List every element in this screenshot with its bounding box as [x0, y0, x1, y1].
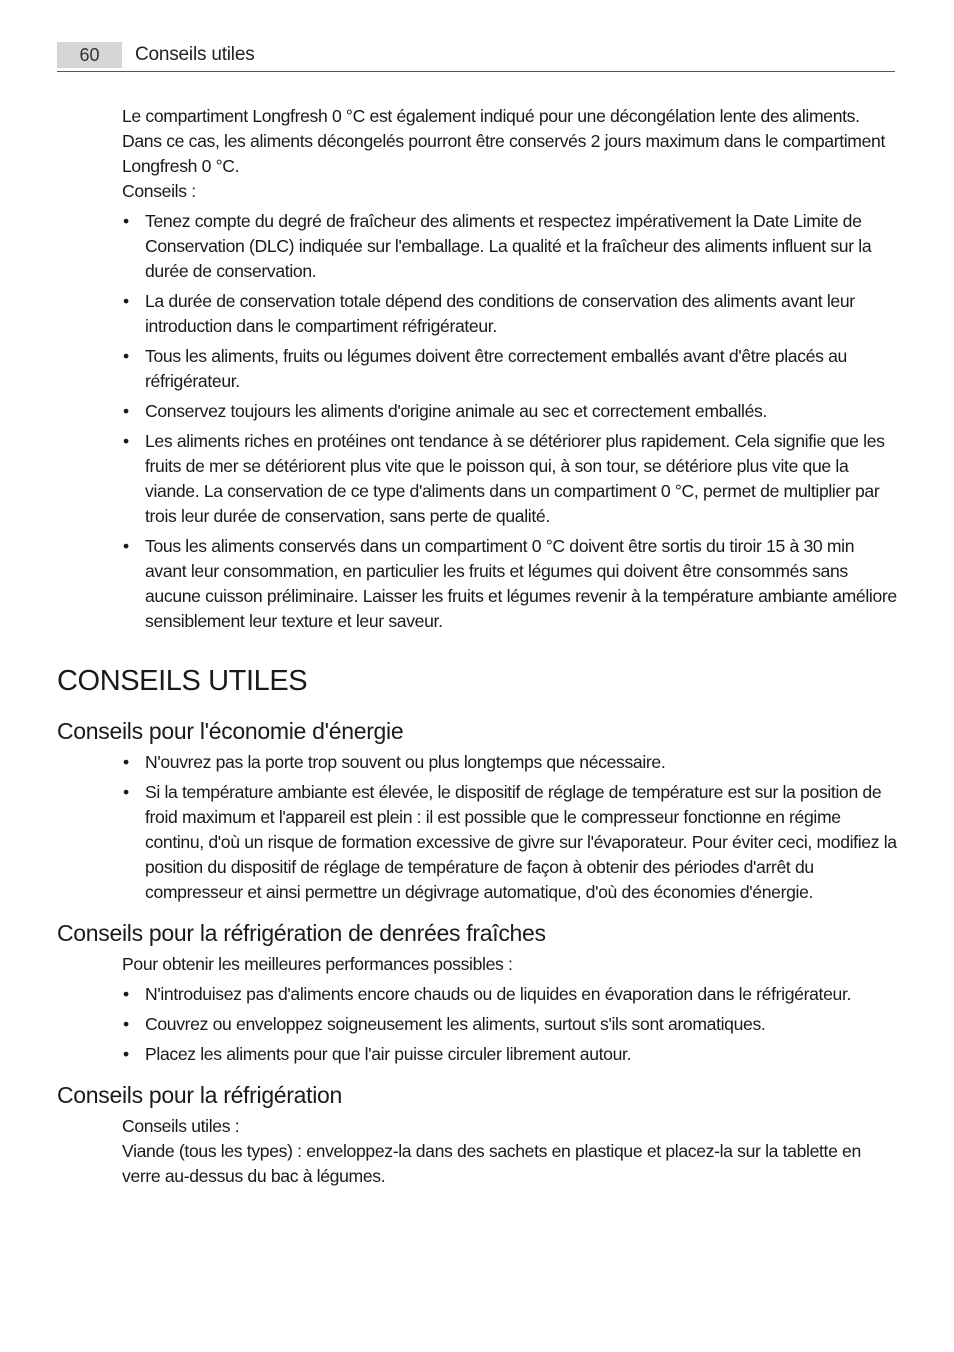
- tips-label: Conseils :: [122, 181, 196, 201]
- list-item: • Tous les aliments conservés dans un compartiment 0 °C doivent être sortis du tiroir 15 à 30 min avant leur consommation, en particulier les fruits et légumes qui doivent être consommés sans aucune cuisson préliminaire. Laisser les fruits et légumes revenir à la température ambiante améliore sensiblement leur texture et leur saveur.: [122, 534, 897, 634]
- list-item: • Si la température ambiante est élevée, le dispositif de réglage de température est sur la position de froid maximum et l'appareil est plein : il est possible que le compresseur fonctionne en régime continu, d'où un risque de formation excessive de givre sur l'évaporateur. Pour éviter ceci, modifiez la position du dispositif de réglage de température de façon à obtenir des périodes d'arrêt du compresseur et ainsi permettre un dégivrage automatique, d'où des économies d'énergie.: [122, 780, 897, 905]
- list-item: • La durée de conservation totale dépend des conditions de conservation des aliments avant leur introduction dans le compartiment réfrigérateur.: [122, 289, 897, 339]
- page-number: 60: [57, 42, 122, 68]
- list-item: • Tous les aliments, fruits ou légumes doivent être correctement emballés avant d'être placés au réfrigérateur.: [122, 344, 897, 394]
- list-item: • Couvrez ou enveloppez soigneusement les aliments, surtout s'ils sont aromatiques.: [122, 1012, 897, 1037]
- refrigeration-heading: Conseils pour la réfrigération: [57, 1082, 343, 1108]
- refrigeration-text: Viande (tous les types) : enveloppez-la dans des sachets en plastique et placez-la sur la tablette en verre au-dessus du bac à légumes.: [122, 1141, 861, 1186]
- page-header: [57, 40, 895, 72]
- refrigeration-label: Conseils utiles :: [122, 1116, 240, 1136]
- energy-bullet-list: [122, 750, 897, 905]
- list-item: • Tenez compte du degré de fraîcheur des aliments et respectez impérativement la Date Limite de Conservation (DLC) indiquée sur l'emballage. La qualité et la fraîcheur des aliments influent sur la durée de conservation.: [122, 209, 897, 284]
- fresh-food-intro: Pour obtenir les meilleures performances possibles :: [122, 954, 513, 974]
- page-content: [57, 104, 897, 1189]
- list-item: • Placez les aliments pour que l'air puisse circuler librement autour.: [122, 1042, 897, 1067]
- section-title: CONSEILS UTILES: [57, 665, 308, 697]
- list-item: • N'introduisez pas d'aliments encore chauds ou de liquides en évaporation dans le réfrigérateur.: [122, 982, 897, 1007]
- intro-paragraph: Le compartiment Longfresh 0 °C est également indiqué pour une décongélation lente des aliments. Dans ce cas, les aliments décongelés pourront être conservés 2 jours maximum dans le compartiment Longfresh 0 °C.: [122, 106, 886, 176]
- fresh-food-bullet-list: [122, 982, 897, 1067]
- list-item: • Les aliments riches en protéines ont tendance à se détériorer plus rapidement. Cela signifie que les fruits de mer se détériorent plus vite que le poisson qui, à son tour, se détériore plus vite que la viande. La conservation de ce type d'aliments dans un compartiment 0 °C, permet de multiplier par trois leur durée de conservation, sans perte de qualité.: [122, 429, 897, 529]
- list-item: • N'ouvrez pas la porte trop souvent ou plus longtemps que nécessaire.: [122, 750, 897, 775]
- running-title: Conseils utiles: [135, 44, 255, 65]
- fresh-food-heading: Conseils pour la réfrigération de denrées fraîches: [57, 920, 546, 946]
- energy-heading: Conseils pour l'économie d'énergie: [57, 718, 404, 744]
- list-item: • Conservez toujours les aliments d'origine animale au sec et correctement emballés.: [122, 399, 897, 424]
- intro-bullet-list: [122, 209, 897, 634]
